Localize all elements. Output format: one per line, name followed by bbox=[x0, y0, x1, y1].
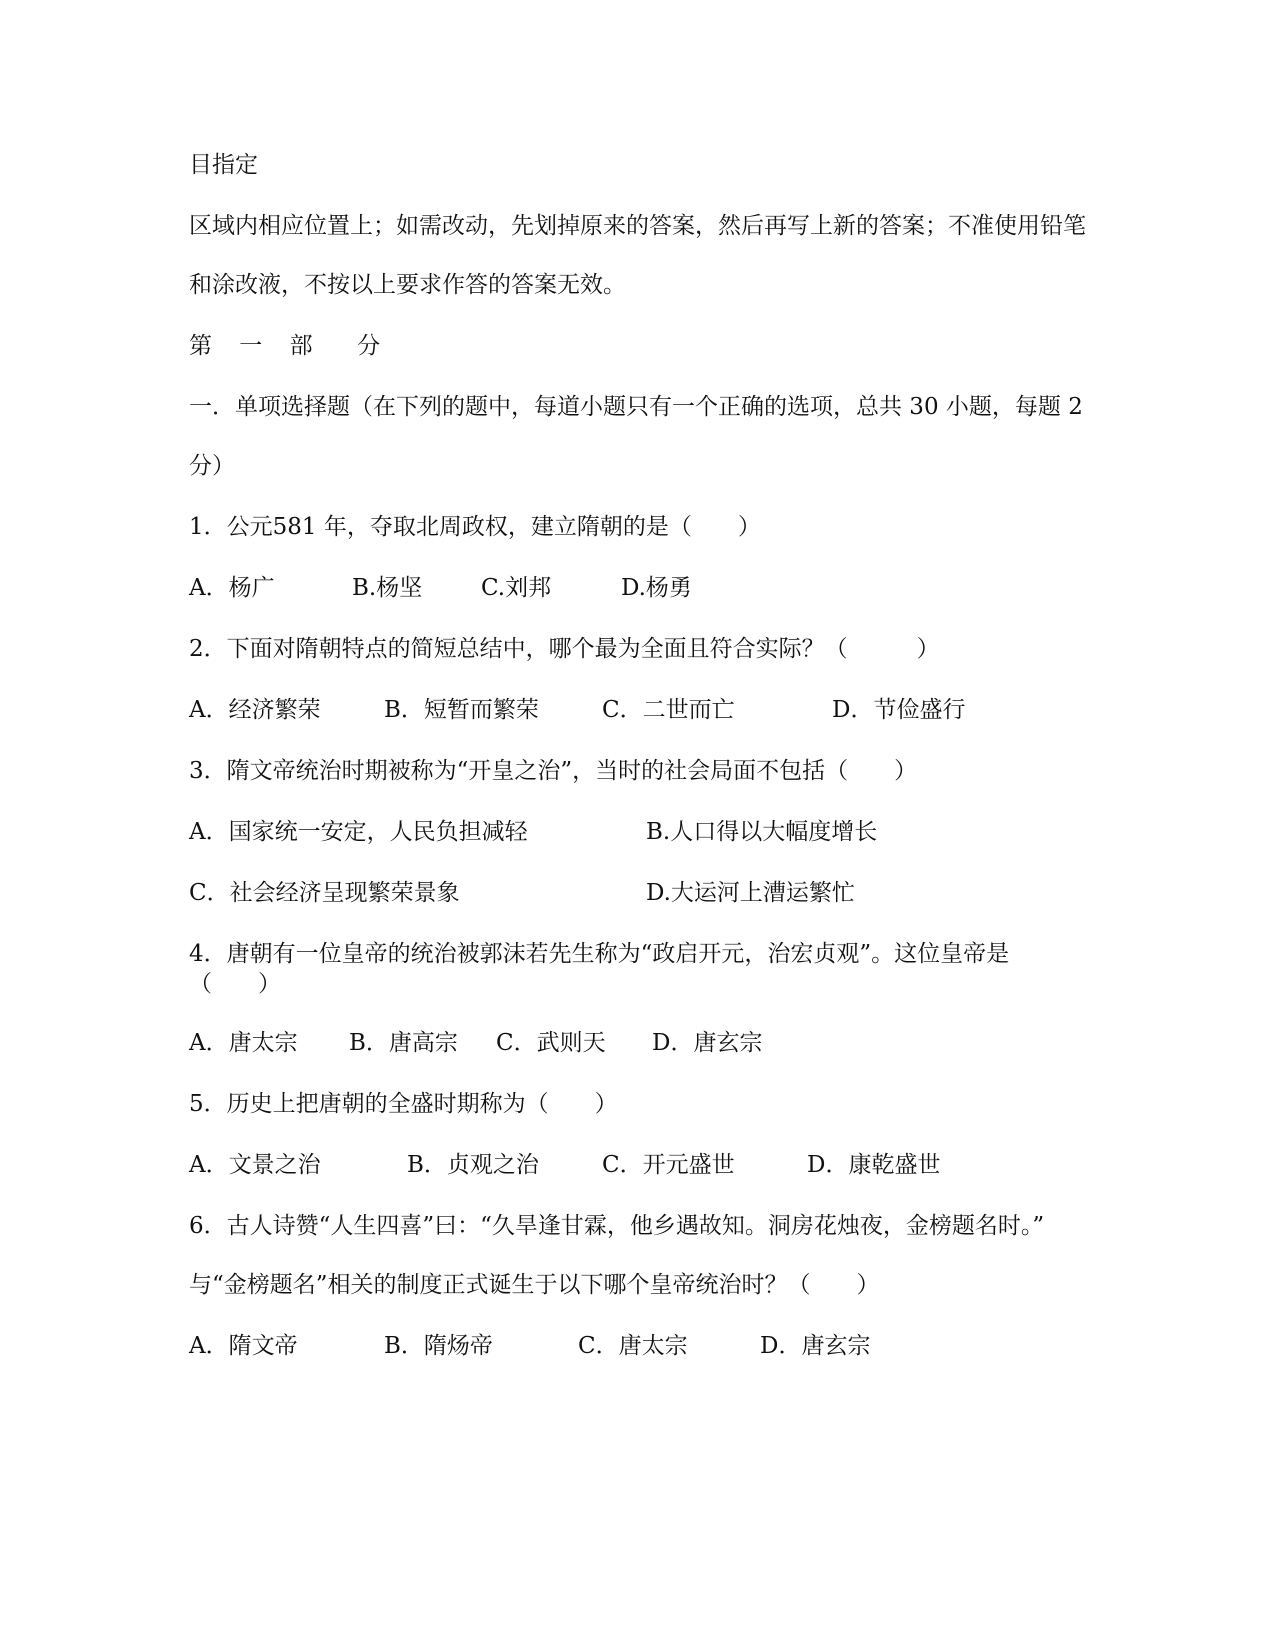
question-5-stem: 5．历史上把唐朝的全盛时期称为（ ） bbox=[189, 1091, 618, 1117]
question-3-option-c: C．社会经济呈现繁荣景象 bbox=[189, 880, 460, 906]
question-4-option-d: D．唐玄宗 bbox=[652, 1030, 763, 1056]
question-2-option-d: D．节俭盛行 bbox=[832, 697, 966, 723]
question-1-option-d: D.杨勇 bbox=[621, 575, 692, 601]
exam-page bbox=[189, 150, 1089, 1392]
question-2-stem: 2．下面对隋朝特点的简短总结中，哪个最为全面且符合实际？（ ） bbox=[189, 636, 940, 662]
question-5-option-a: A．文景之治 bbox=[189, 1152, 321, 1178]
intro-line-2: 区域内相应位置上；如需改动，先划掉原来的答案，然后再写上新的答案；不准使用铅笔 bbox=[189, 213, 1086, 239]
question-4-option-a: A．唐太宗 bbox=[189, 1030, 298, 1056]
question-6-option-a: A．隋文帝 bbox=[189, 1333, 298, 1359]
question-4-stem: 4．唐朝有一位皇帝的统治被郭沫若先生称为“政启开元，治宏贞观”。这位皇帝是（ ） bbox=[189, 941, 1010, 997]
intro-line-1: 目指定 bbox=[189, 152, 258, 178]
question-6-options bbox=[189, 1331, 1089, 1361]
section-title: 一．单项选择题（在下列的题中，每道小题只有一个正确的选项，总共 30 小题，每题 2 bbox=[189, 394, 1083, 420]
question-4-option-b: B．唐高宗 bbox=[349, 1030, 458, 1056]
intro-line-3: 和涂改液，不按以上要求作答的答案无效。 bbox=[189, 272, 626, 298]
question-6-option-b: B．隋炀帝 bbox=[384, 1333, 493, 1359]
question-6-stem-cont: 与“金榜题名”相关的制度正式诞生于以下哪个皇帝统治时？（ ） bbox=[189, 1272, 880, 1298]
question-1-option-b: B.杨坚 bbox=[352, 575, 423, 601]
question-3-option-d: D.大运河上漕运繁忙 bbox=[646, 880, 855, 906]
question-2-option-b: B．短暂而繁荣 bbox=[384, 697, 539, 723]
question-5-option-d: D．康乾盛世 bbox=[807, 1152, 941, 1178]
question-6-stem: 6．古人诗赞“人生四喜”曰：“久旱逢甘霖，他乡遇故知。洞房花烛夜，金榜题名时。” bbox=[189, 1213, 1045, 1239]
question-3-option-a: A．国家统一安定，人民负担减轻 bbox=[189, 819, 528, 845]
question-5-option-c: C．开元盛世 bbox=[602, 1152, 735, 1178]
question-1-option-c: C.刘邦 bbox=[481, 575, 552, 601]
question-6-option-d: D．唐玄宗 bbox=[760, 1333, 871, 1359]
section-title-cont: 分） bbox=[189, 453, 235, 479]
question-6-option-c: C．唐太宗 bbox=[578, 1333, 688, 1359]
question-3-stem: 3．隋文帝统治时期被称为“开皇之治”，当时的社会局面不包括（ ） bbox=[189, 758, 918, 784]
question-4-option-c: C．武则天 bbox=[496, 1030, 606, 1056]
question-3-options-row-1 bbox=[189, 817, 1089, 847]
question-5-options bbox=[189, 1150, 1089, 1180]
question-2-options bbox=[189, 695, 1089, 725]
question-3-option-b: B.人口得以大幅度增长 bbox=[646, 819, 878, 845]
question-4-options bbox=[189, 1028, 1089, 1058]
question-1-option-a: A．杨广 bbox=[189, 575, 275, 601]
question-1-stem: 1．公元581 年，夺取北周政权，建立隋朝的是（ ） bbox=[189, 514, 761, 540]
question-5-option-b: B．贞观之治 bbox=[407, 1152, 539, 1178]
question-3-options-row-2 bbox=[189, 878, 1089, 908]
question-1-options bbox=[189, 573, 1089, 603]
question-2-option-c: C．二世而亡 bbox=[602, 697, 735, 723]
question-2-option-a: A．经济繁荣 bbox=[189, 697, 321, 723]
part-title: 第 一 部 分 bbox=[189, 333, 391, 359]
